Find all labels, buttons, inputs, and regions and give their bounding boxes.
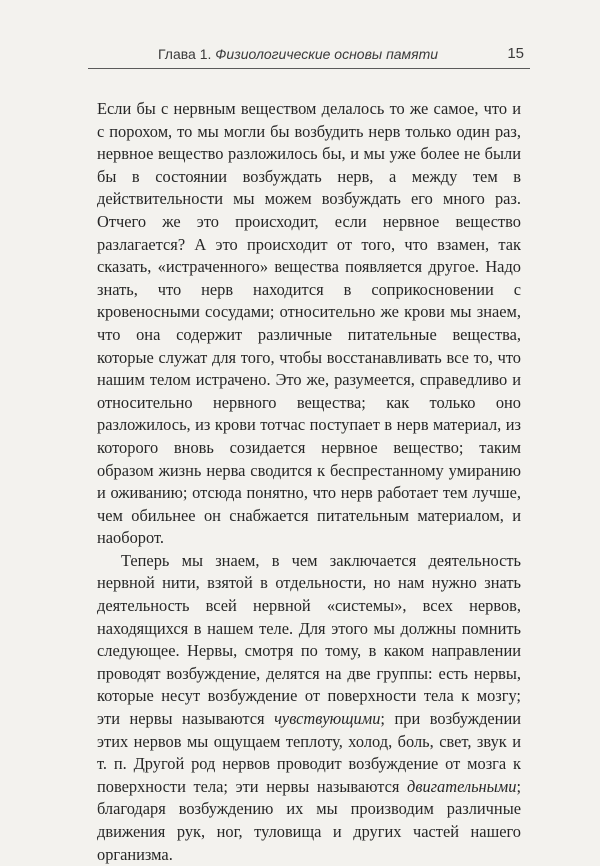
text-segment: Если бы с нервным веществом делалось то же самое, что и с порохом, то мы могли бы возбудить нерв только один раз, нервное вещество разложилось бы, и мы уже более не были бы в состоянии возбуждать нерв, а между тем в действительности мы можем возбуждать его много раз. Отчего же это происходит, если нервное вещество разлагается? А это происходит от того, что взамен, так сказать, «истраченного» вещества появляется другое. Надо знать, что нерв находится в соприкосновении с кровеносными сосудами; относительно же крови мы знаем, что она содержит различные питательные вещества, которые служат для того, чтобы восстанавливать все то, что нашим телом истрачено. Это же, разумеется, справедливо и относительно нервного вещества; как только оно разложилось, из крови тотчас поступает в нерв материал, из которого вновь созидается нервное вещество; таким образом жизнь нерва сводится к беспрестанному умиранию и оживанию; отсюда понятно, что нерв работает тем лучше, чем обильнее он снабжается питательным материалом, и наоборот. bbox=[97, 99, 521, 548]
chapter-heading bbox=[158, 46, 438, 62]
chapter-title: Физиологические основы памяти bbox=[215, 46, 439, 62]
chapter-label: Глава 1. bbox=[158, 46, 212, 62]
term-sensory-nerves: чувствующими bbox=[274, 709, 381, 729]
body-text bbox=[97, 98, 521, 866]
running-header bbox=[88, 44, 530, 69]
page-number: 15 bbox=[507, 45, 524, 62]
paragraph-2 bbox=[97, 550, 521, 866]
text-segment: ; благодаря возбуждению их мы производим различные движения рук, ног, туловища и других частей нашего организма. bbox=[97, 776, 521, 864]
paragraph-1 bbox=[97, 98, 521, 550]
text-segment: ; при возбуждении этих нервов мы ощущаем теплоту, холод, боль, свет, звук и т. п. Другой род нервов проводит возбуждение от мозга к поверхности тела; эти нервы называются bbox=[97, 709, 521, 796]
term-motor-nerves: двигательными bbox=[407, 776, 517, 796]
text-segment: Теперь мы знаем, в чем заключается деятельность нервной нити, взятой в отдельности, но нам нужно знать деятельность всей нервной «системы», всех нервов, находящихся в нашем теле. Для этого мы должны помнить следующее. Нервы, смотря по тому, в каком направлении проводят возбуждение, делятся на две группы: есть нервы, которые несут возбуждение от поверхности тела к мозгу; эти нервы называются bbox=[97, 550, 521, 729]
